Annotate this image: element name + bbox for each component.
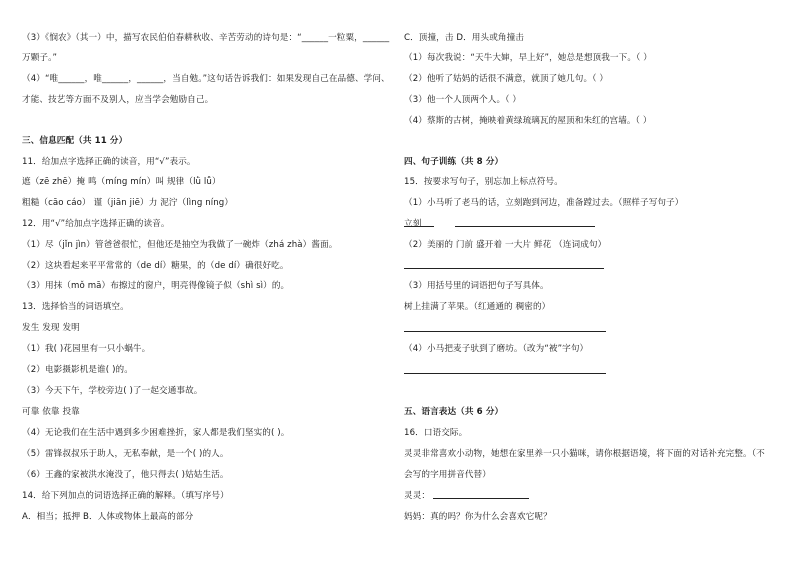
left-line-20: （5）雷锋叔叔乐于助人，无私奉献，是一个( )的人。 bbox=[22, 449, 229, 459]
right-line-14: 五、语言表达（共 6 分） bbox=[404, 407, 504, 417]
left-line-2: 万颗子。” bbox=[22, 53, 58, 63]
right-line-3: （2）他听了姑妈的话很不满意，就顶了她几句。（ ） bbox=[404, 74, 609, 84]
right-line-17: 会写的字用拼音代替） bbox=[404, 470, 491, 480]
left-line-17: （3）今天下午，学校旁边( )了一起交通事故。 bbox=[22, 386, 203, 396]
answer-line-15-2 bbox=[404, 268, 604, 269]
right-line-1: C．顶撞，击 D．用头或角撞击 bbox=[404, 33, 524, 43]
left-line-16: （2）电影摄影机是谁( )的。 bbox=[22, 365, 133, 375]
answer-line-15-1 bbox=[455, 226, 595, 227]
right-line-19: 妈妈：真的吗？你为什么会喜欢它呢？ bbox=[404, 512, 552, 522]
left-line-5: 三、信息匹配（共 11 分） bbox=[22, 136, 128, 146]
right-line-12: 树上挂满了苹果。（红通通的 稠密的） bbox=[404, 302, 551, 312]
right-line-16: 灵灵非常喜欢小动物，她想在家里养一只小猫咪，请你根据语境，将下面的对话补充完整。（不 bbox=[404, 449, 765, 459]
left-line-23: A．相当；抵押 B．人体或物体上最高的部分 bbox=[22, 512, 194, 522]
left-line-22: 14．给下列加点的词语选择正确的解释。（填写序号） bbox=[22, 491, 229, 501]
left-line-3: （4）“唯______，唯______，______，当自勉。”这句话告诉我们：如果发现自己在品德、学问、 bbox=[22, 74, 390, 84]
left-line-12: （3）用抹（mǒ mā）布擦过的窗户，明亮得像镜子似（shì sì）的。 bbox=[22, 281, 290, 291]
right-line-4: （3）他一个人顶两个人。（ ） bbox=[404, 95, 522, 105]
left-line-21: （6）王鑫的家被洪水淹没了，他只得去( )姑姑生活。 bbox=[22, 470, 229, 480]
answer-line-15-3 bbox=[404, 331, 606, 332]
answer-line-16-lingling bbox=[433, 498, 529, 499]
left-line-7: 遮（zē zhē）掩 鸣（míng mín）叫 规律（lǜ lǚ） bbox=[22, 177, 221, 187]
left-line-18: 可靠 依靠 投靠 bbox=[22, 407, 80, 417]
left-line-19: （4）无论我们在生活中遇到多少困难挫折，家人都是我们坚实的( )。 bbox=[22, 428, 290, 438]
left-line-4: 才能、技艺等方面不及别人，应当学会勉励自己。 bbox=[22, 95, 214, 105]
left-line-11: （2）这块看起来平平常常的（de dí）糖果，的（de dí）确很好吃。 bbox=[22, 261, 289, 271]
left-line-9: 12．用“√”给加点字选择正确的读音。 bbox=[22, 219, 170, 229]
left-line-6: 11．给加点字选择正确的读音，用“√”表示。 bbox=[22, 157, 196, 167]
right-line-18: 灵灵： bbox=[404, 491, 431, 501]
right-line-9: 立刻 bbox=[404, 219, 422, 229]
right-line-15: 16．口语交际。 bbox=[404, 428, 468, 438]
right-line-2: （1）每次我说：“天牛大婶，早上好”，她总是想顶我一下。（ ） bbox=[404, 53, 652, 63]
right-line-10: （2）美丽的 门前 盛开着 一大片 鲜花 （连词成句） bbox=[404, 240, 607, 250]
right-line-6: 四、句子训练（共 8 分） bbox=[404, 157, 504, 167]
left-line-14: 发生 发现 发明 bbox=[22, 323, 80, 333]
right-line-5: （4）蔡斯的古树，掩映着黄绿琉璃瓦的屋顶和朱红的宫墙。（ ） bbox=[404, 116, 652, 126]
right-line-13: （4）小马把麦子驮到了磨坊。（改为“被”字句） bbox=[404, 344, 589, 354]
answer-line-15-1-prefix bbox=[404, 226, 434, 227]
left-line-10: （1）尽（jǐn jìn）管爸爸很忙，但他还是抽空为我做了一碗炸（zhá zhà）酱面。 bbox=[22, 240, 338, 250]
right-line-7: 15．按要求写句子，别忘加上标点符号。 bbox=[404, 177, 563, 187]
right-line-11: （3）用括号里的词语把句子写具体。 bbox=[404, 281, 549, 291]
left-line-8: 粗糙（cāo cáo） 谨（jiān jiē）力 泥泞（lìng níng） bbox=[22, 198, 234, 208]
left-line-15: （1）我( )花园里有一只小蜗牛。 bbox=[22, 344, 151, 354]
left-line-1: （3）《悯农》（其一）中，描写农民伯伯春耕秋收、辛苦劳动的诗句是：“______一粒粟，______ bbox=[22, 33, 390, 43]
answer-line-15-4 bbox=[404, 373, 606, 374]
right-line-8: （1）小马听了老马的话，立刻跑到河边，准备蹚过去。（照样子写句子） bbox=[404, 198, 684, 208]
left-line-13: 13．选择恰当的词语填空。 bbox=[22, 302, 129, 312]
